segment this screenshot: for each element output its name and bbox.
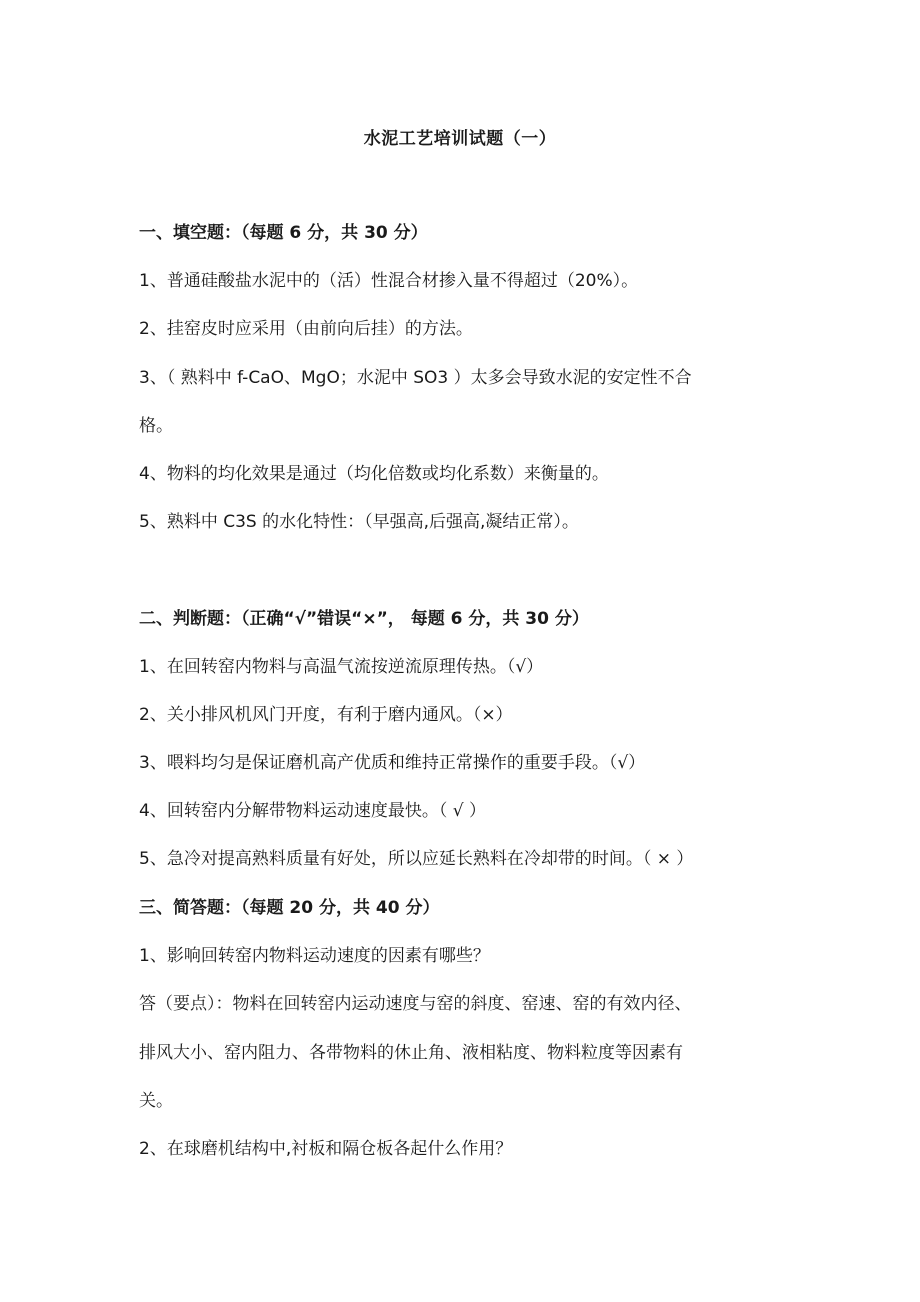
section-2-item-3: 3、喂料均匀是保证磨机高产优质和维持正常操作的重要手段。（√）	[139, 753, 646, 773]
section-3-question-1: 1、影响回转窑内物料运动速度的因素有哪些？	[139, 946, 490, 966]
section-3-question-2: 2、在球磨机结构中,衬板和隔仓板各起什么作用？	[139, 1139, 513, 1159]
document-title: 水泥工艺培训试题（一）	[363, 129, 557, 149]
section-2-item-4: 4、回转窑内分解带物料运动速度最快。（ √ ）	[139, 801, 486, 821]
section-2-item-2: 2、关小排风机风门开度，有利于磨内通风。（×）	[139, 705, 513, 725]
section-1-item-4: 4、物料的均化效果是通过（均化倍数或均化系数）来衡量的。	[139, 464, 609, 484]
section-3-answer-1-line-1: 答（要点）：物料在回转窑内运动速度与窑的斜度、窑速、窑的有效内径、	[139, 994, 692, 1014]
section-1-item-3: 3、（ 熟料中 f-CaO、MgO；水泥中 SO3 ）太多会导致水泥的安定性不合	[139, 368, 692, 388]
section-1-item-3-cont: 格。	[139, 416, 173, 436]
section-2-item-1: 1、在回转窑内物料与高温气流按逆流原理传热。（√）	[139, 657, 544, 677]
section-3-heading: 三、简答题：（每题 20 分，共 40 分）	[139, 898, 440, 918]
section-2-heading: 二、判断题：（正确“√”错误“×”， 每题 6 分，共 30 分）	[139, 609, 589, 629]
section-1-item-1: 1、普通硅酸盐水泥中的（活）性混合材掺入量不得超过（20%）。	[139, 271, 639, 291]
section-3-answer-1-line-3: 关。	[139, 1091, 173, 1111]
section-1-item-2: 2、挂窑皮时应采用（由前向后挂）的方法。	[139, 319, 473, 339]
section-2-item-5: 5、急冷对提高熟料质量有好处，所以应延长熟料在冷却带的时间。（ × ）	[139, 849, 694, 869]
section-3-answer-1-line-2: 排风大小、窑内阻力、各带物料的休止角、液相粘度、物料粒度等因素有	[139, 1043, 683, 1063]
section-1-heading: 一、填空题：（每题 6 分，共 30 分）	[139, 223, 428, 243]
section-1-item-5: 5、熟料中 C3S 的水化特性：（早强高,后强高,凝结正常）。	[139, 512, 579, 532]
